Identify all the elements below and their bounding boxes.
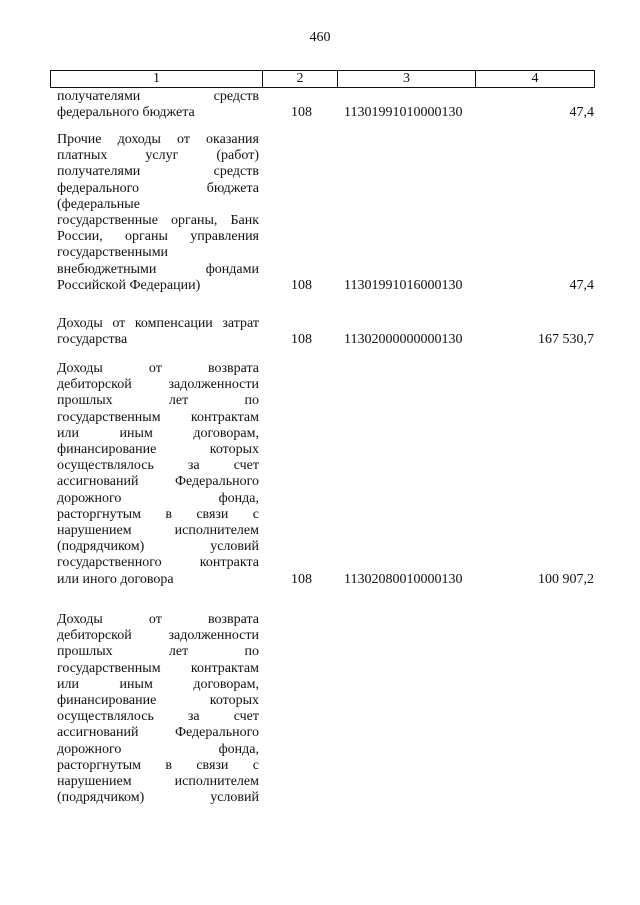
row-code: 108 [291, 277, 312, 293]
description-line: получателями средств [57, 89, 259, 104]
column-header-4: 4 [531, 71, 539, 86]
description-line: расторгнутым в связи с [57, 506, 259, 522]
description-line: или иным договорам, [57, 425, 259, 441]
row-kbk: 11302000000000130 [344, 332, 463, 348]
description-line: (федеральные [57, 196, 140, 212]
description-line: дорожного фонда, [57, 741, 259, 757]
row-code: 108 [291, 105, 312, 121]
row-kbk: 11301991010000130 [344, 105, 463, 121]
description-line: платных услуг (работ) [57, 148, 259, 164]
description-line: ассигнований Федерального [57, 725, 259, 741]
description-line: государственными [57, 245, 169, 261]
row-amount: 167 530,7 [538, 332, 594, 348]
description-line: нарушением исполнителем [57, 774, 259, 790]
table-header [50, 70, 595, 88]
description-line: государственным контрактам [57, 409, 259, 425]
description-line: дорожного фонда, [57, 490, 259, 506]
description-line: государственного контракта [57, 555, 259, 571]
description-line: Доходы от возврата [57, 612, 259, 627]
description-line: государственные органы, Банк [57, 213, 259, 229]
description-line: расторгнутым в связи с [57, 757, 259, 773]
description-line: или иного договора [57, 571, 174, 587]
description-line: государства [57, 332, 128, 348]
description-line: нарушением исполнителем [57, 523, 259, 539]
column-header-3: 3 [338, 71, 476, 87]
row-kbk: 11302080010000130 [344, 571, 463, 587]
description-line: дебиторской задолженности [57, 377, 259, 393]
row-code: 108 [291, 332, 312, 348]
description-line: (подрядчиком) условий [57, 539, 259, 555]
description-line: Российской Федерации) [57, 277, 201, 293]
description-line: федерального бюджета [57, 180, 259, 196]
description-line: России, органы управления [57, 229, 259, 245]
description-line: финансирование которых [57, 442, 259, 458]
description-line: финансирование которых [57, 693, 259, 709]
row-amount: 47,4 [569, 277, 594, 293]
description-line: государственным контрактам [57, 660, 259, 676]
description-line: или иным договорам, [57, 676, 259, 692]
column-header-2: 2 [263, 71, 338, 87]
row-description [57, 132, 259, 294]
description-line: ассигнований Федерального [57, 474, 259, 490]
row-code: 108 [291, 571, 312, 587]
description-line: (подрядчиком) условий [57, 790, 259, 806]
row-description [57, 361, 259, 588]
description-line: осуществлялось за счет [57, 458, 259, 474]
description-line: дебиторской задолженности [57, 628, 259, 644]
row-kbk: 11301991016000130 [344, 277, 463, 293]
description-line: прошлых лет по [57, 393, 259, 409]
column-header-1: 1 [51, 71, 263, 87]
description-line: получателями средств [57, 164, 259, 180]
description-line: осуществлялось за счет [57, 709, 259, 725]
row-amount: 47,4 [569, 105, 594, 121]
row-amount: 100 907,2 [538, 571, 594, 587]
description-line: внебюджетными фондами [57, 261, 259, 277]
description-line: Доходы от возврата [57, 361, 259, 376]
description-line: федерального бюджета [57, 105, 195, 121]
description-line: прошлых лет по [57, 644, 259, 660]
page-number: 460 [309, 30, 331, 45]
row-description [57, 89, 259, 121]
row-description [57, 316, 259, 348]
description-line: Доходы от компенсации затрат [57, 316, 259, 331]
row-description [57, 612, 259, 806]
description-line: Прочие доходы от оказания [57, 132, 259, 147]
